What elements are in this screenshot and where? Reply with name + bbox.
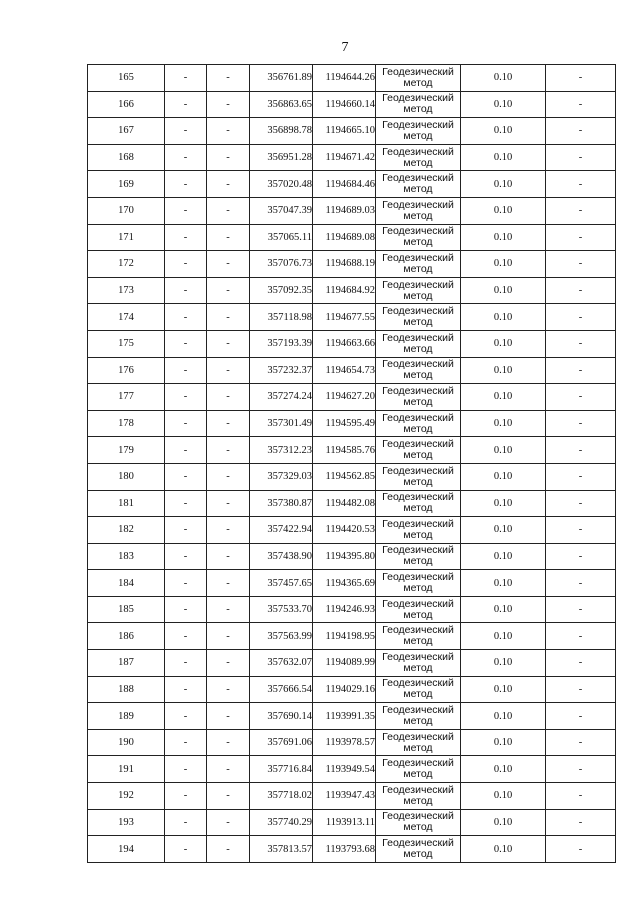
method-cell: Геодезический метод: [376, 543, 461, 570]
prev-x-cell: -: [165, 118, 207, 145]
x-coordinate-cell: 357438.90: [250, 543, 313, 570]
prev-x-cell: -: [165, 756, 207, 783]
x-coordinate-cell: 357076.73: [250, 251, 313, 278]
description-cell: -: [546, 836, 616, 863]
description-cell: -: [546, 91, 616, 118]
table-row: [88, 65, 616, 92]
description-cell: -: [546, 570, 616, 597]
method-cell: Геодезический метод: [376, 756, 461, 783]
point-number-cell: 166: [88, 91, 165, 118]
x-coordinate-cell: 357380.87: [250, 490, 313, 517]
prev-y-cell: -: [207, 118, 250, 145]
point-number-cell: 175: [88, 330, 165, 357]
description-cell: -: [546, 650, 616, 677]
x-coordinate-cell: 357274.24: [250, 384, 313, 411]
accuracy-cell: 0.10: [461, 224, 546, 251]
point-number-cell: 176: [88, 357, 165, 384]
prev-y-cell: -: [207, 410, 250, 437]
method-cell: Геодезический метод: [376, 490, 461, 517]
description-cell: -: [546, 410, 616, 437]
description-cell: -: [546, 251, 616, 278]
method-cell: Геодезический метод: [376, 783, 461, 810]
point-number-cell: 170: [88, 197, 165, 224]
accuracy-cell: 0.10: [461, 357, 546, 384]
prev-y-cell: -: [207, 224, 250, 251]
x-coordinate-cell: 356898.78: [250, 118, 313, 145]
method-cell: Геодезический метод: [376, 144, 461, 171]
description-cell: -: [546, 65, 616, 92]
x-coordinate-cell: 357329.03: [250, 463, 313, 490]
prev-x-cell: -: [165, 490, 207, 517]
prev-y-cell: -: [207, 543, 250, 570]
point-number-cell: 189: [88, 703, 165, 730]
point-number-cell: 174: [88, 304, 165, 331]
prev-y-cell: -: [207, 304, 250, 331]
y-coordinate-cell: 1194660.14: [313, 91, 376, 118]
accuracy-cell: 0.10: [461, 65, 546, 92]
y-coordinate-cell: 1194198.95: [313, 623, 376, 650]
x-coordinate-cell: 357193.39: [250, 330, 313, 357]
accuracy-cell: 0.10: [461, 570, 546, 597]
point-number-cell: 193: [88, 809, 165, 836]
table-row: [88, 783, 616, 810]
y-coordinate-cell: 1194482.08: [313, 490, 376, 517]
x-coordinate-cell: 357301.49: [250, 410, 313, 437]
y-coordinate-cell: 1194684.92: [313, 277, 376, 304]
method-cell: Геодезический метод: [376, 384, 461, 411]
point-number-cell: 184: [88, 570, 165, 597]
table-row: [88, 517, 616, 544]
table-row: [88, 809, 616, 836]
point-number-cell: 179: [88, 437, 165, 464]
x-coordinate-cell: 357065.11: [250, 224, 313, 251]
y-coordinate-cell: 1194395.80: [313, 543, 376, 570]
accuracy-cell: 0.10: [461, 410, 546, 437]
table-row: [88, 676, 616, 703]
x-coordinate-cell: 357047.39: [250, 197, 313, 224]
table-row: [88, 91, 616, 118]
prev-y-cell: -: [207, 384, 250, 411]
point-number-cell: 165: [88, 65, 165, 92]
accuracy-cell: 0.10: [461, 91, 546, 118]
description-cell: -: [546, 118, 616, 145]
prev-y-cell: -: [207, 570, 250, 597]
table-row: [88, 570, 616, 597]
point-number-cell: 171: [88, 224, 165, 251]
accuracy-cell: 0.10: [461, 783, 546, 810]
point-number-cell: 182: [88, 517, 165, 544]
table-row: [88, 650, 616, 677]
accuracy-cell: 0.10: [461, 543, 546, 570]
description-cell: -: [546, 357, 616, 384]
y-coordinate-cell: 1194029.16: [313, 676, 376, 703]
y-coordinate-cell: 1194420.53: [313, 517, 376, 544]
point-number-cell: 187: [88, 650, 165, 677]
table-row: [88, 251, 616, 278]
prev-y-cell: -: [207, 171, 250, 198]
table-row: [88, 357, 616, 384]
description-cell: -: [546, 171, 616, 198]
description-cell: -: [546, 596, 616, 623]
prev-x-cell: -: [165, 463, 207, 490]
x-coordinate-cell: 357666.54: [250, 676, 313, 703]
point-number-cell: 173: [88, 277, 165, 304]
method-cell: Геодезический метод: [376, 171, 461, 198]
accuracy-cell: 0.10: [461, 251, 546, 278]
accuracy-cell: 0.10: [461, 676, 546, 703]
method-cell: Геодезический метод: [376, 703, 461, 730]
method-cell: Геодезический метод: [376, 91, 461, 118]
accuracy-cell: 0.10: [461, 144, 546, 171]
description-cell: -: [546, 676, 616, 703]
x-coordinate-cell: 357092.35: [250, 277, 313, 304]
accuracy-cell: 0.10: [461, 330, 546, 357]
table-row: [88, 410, 616, 437]
table-row: [88, 729, 616, 756]
prev-x-cell: -: [165, 410, 207, 437]
point-number-cell: 168: [88, 144, 165, 171]
table-row: [88, 703, 616, 730]
y-coordinate-cell: 1194585.76: [313, 437, 376, 464]
point-number-cell: 191: [88, 756, 165, 783]
method-cell: Геодезический метод: [376, 437, 461, 464]
x-coordinate-cell: 356761.89: [250, 65, 313, 92]
table-row: [88, 144, 616, 171]
x-coordinate-cell: 357232.37: [250, 357, 313, 384]
point-number-cell: 190: [88, 729, 165, 756]
y-coordinate-cell: 1193991.35: [313, 703, 376, 730]
method-cell: Геодезический метод: [376, 224, 461, 251]
prev-y-cell: -: [207, 65, 250, 92]
prev-x-cell: -: [165, 437, 207, 464]
method-cell: Геодезический метод: [376, 729, 461, 756]
point-number-cell: 169: [88, 171, 165, 198]
description-cell: -: [546, 490, 616, 517]
point-number-cell: 194: [88, 836, 165, 863]
accuracy-cell: 0.10: [461, 197, 546, 224]
prev-y-cell: -: [207, 330, 250, 357]
method-cell: Геодезический метод: [376, 357, 461, 384]
table-row: [88, 197, 616, 224]
description-cell: -: [546, 623, 616, 650]
point-number-cell: 177: [88, 384, 165, 411]
x-coordinate-cell: 357563.99: [250, 623, 313, 650]
y-coordinate-cell: 1194677.55: [313, 304, 376, 331]
prev-x-cell: -: [165, 65, 207, 92]
description-cell: -: [546, 304, 616, 331]
method-cell: Геодезический метод: [376, 277, 461, 304]
method-cell: Геодезический метод: [376, 676, 461, 703]
prev-x-cell: -: [165, 703, 207, 730]
prev-x-cell: -: [165, 676, 207, 703]
y-coordinate-cell: 1194665.10: [313, 118, 376, 145]
coordinates-table: [87, 64, 616, 863]
x-coordinate-cell: 357718.02: [250, 783, 313, 810]
table-row: [88, 490, 616, 517]
x-coordinate-cell: 357813.57: [250, 836, 313, 863]
method-cell: Геодезический метод: [376, 304, 461, 331]
x-coordinate-cell: 357422.94: [250, 517, 313, 544]
point-number-cell: 172: [88, 251, 165, 278]
prev-y-cell: -: [207, 596, 250, 623]
x-coordinate-cell: 357020.48: [250, 171, 313, 198]
point-number-cell: 180: [88, 463, 165, 490]
point-number-cell: 186: [88, 623, 165, 650]
prev-x-cell: -: [165, 304, 207, 331]
prev-y-cell: -: [207, 756, 250, 783]
prev-x-cell: -: [165, 384, 207, 411]
prev-y-cell: -: [207, 144, 250, 171]
y-coordinate-cell: 1194684.46: [313, 171, 376, 198]
prev-y-cell: -: [207, 809, 250, 836]
table-row: [88, 543, 616, 570]
method-cell: Геодезический метод: [376, 836, 461, 863]
table-row: [88, 836, 616, 863]
accuracy-cell: 0.10: [461, 836, 546, 863]
y-coordinate-cell: 1194689.08: [313, 224, 376, 251]
prev-y-cell: -: [207, 463, 250, 490]
method-cell: Геодезический метод: [376, 596, 461, 623]
accuracy-cell: 0.10: [461, 756, 546, 783]
prev-x-cell: -: [165, 357, 207, 384]
y-coordinate-cell: 1194689.03: [313, 197, 376, 224]
description-cell: -: [546, 703, 616, 730]
prev-y-cell: -: [207, 836, 250, 863]
point-number-cell: 178: [88, 410, 165, 437]
prev-y-cell: -: [207, 197, 250, 224]
y-coordinate-cell: 1193793.68: [313, 836, 376, 863]
description-cell: -: [546, 330, 616, 357]
table-row: [88, 330, 616, 357]
prev-x-cell: -: [165, 91, 207, 118]
x-coordinate-cell: 356951.28: [250, 144, 313, 171]
y-coordinate-cell: 1194663.66: [313, 330, 376, 357]
prev-y-cell: -: [207, 783, 250, 810]
prev-y-cell: -: [207, 729, 250, 756]
accuracy-cell: 0.10: [461, 304, 546, 331]
accuracy-cell: 0.10: [461, 623, 546, 650]
y-coordinate-cell: 1194089.99: [313, 650, 376, 677]
accuracy-cell: 0.10: [461, 703, 546, 730]
description-cell: -: [546, 809, 616, 836]
accuracy-cell: 0.10: [461, 650, 546, 677]
prev-y-cell: -: [207, 650, 250, 677]
accuracy-cell: 0.10: [461, 384, 546, 411]
y-coordinate-cell: 1194562.85: [313, 463, 376, 490]
table-row: [88, 171, 616, 198]
description-cell: -: [546, 437, 616, 464]
table-row: [88, 437, 616, 464]
accuracy-cell: 0.10: [461, 118, 546, 145]
method-cell: Геодезический метод: [376, 251, 461, 278]
prev-x-cell: -: [165, 224, 207, 251]
prev-x-cell: -: [165, 543, 207, 570]
method-cell: Геодезический метод: [376, 809, 461, 836]
point-number-cell: 181: [88, 490, 165, 517]
x-coordinate-cell: 357690.14: [250, 703, 313, 730]
method-cell: Геодезический метод: [376, 650, 461, 677]
point-number-cell: 192: [88, 783, 165, 810]
point-number-cell: 185: [88, 596, 165, 623]
prev-x-cell: -: [165, 171, 207, 198]
prev-x-cell: -: [165, 783, 207, 810]
y-coordinate-cell: 1194654.73: [313, 357, 376, 384]
x-coordinate-cell: 357312.23: [250, 437, 313, 464]
prev-y-cell: -: [207, 251, 250, 278]
table-row: [88, 118, 616, 145]
accuracy-cell: 0.10: [461, 517, 546, 544]
prev-x-cell: -: [165, 570, 207, 597]
x-coordinate-cell: 356863.65: [250, 91, 313, 118]
method-cell: Геодезический метод: [376, 65, 461, 92]
x-coordinate-cell: 357533.70: [250, 596, 313, 623]
description-cell: -: [546, 224, 616, 251]
method-cell: Геодезический метод: [376, 118, 461, 145]
y-coordinate-cell: 1194671.42: [313, 144, 376, 171]
prev-y-cell: -: [207, 676, 250, 703]
y-coordinate-cell: 1193913.11: [313, 809, 376, 836]
method-cell: Геодезический метод: [376, 463, 461, 490]
description-cell: -: [546, 517, 616, 544]
method-cell: Геодезический метод: [376, 623, 461, 650]
prev-x-cell: -: [165, 596, 207, 623]
accuracy-cell: 0.10: [461, 463, 546, 490]
table-row: [88, 277, 616, 304]
point-number-cell: 183: [88, 543, 165, 570]
y-coordinate-cell: 1194644.26: [313, 65, 376, 92]
prev-x-cell: -: [165, 517, 207, 544]
table-row: [88, 463, 616, 490]
prev-x-cell: -: [165, 650, 207, 677]
table-row: [88, 623, 616, 650]
description-cell: -: [546, 384, 616, 411]
method-cell: Геодезический метод: [376, 517, 461, 544]
prev-y-cell: -: [207, 703, 250, 730]
x-coordinate-cell: 357716.84: [250, 756, 313, 783]
table-row: [88, 596, 616, 623]
description-cell: -: [546, 729, 616, 756]
x-coordinate-cell: 357691.06: [250, 729, 313, 756]
point-number-cell: 167: [88, 118, 165, 145]
description-cell: -: [546, 463, 616, 490]
table-row: [88, 224, 616, 251]
y-coordinate-cell: 1193978.57: [313, 729, 376, 756]
y-coordinate-cell: 1194595.49: [313, 410, 376, 437]
prev-x-cell: -: [165, 144, 207, 171]
y-coordinate-cell: 1194688.19: [313, 251, 376, 278]
y-coordinate-cell: 1194246.93: [313, 596, 376, 623]
prev-y-cell: -: [207, 437, 250, 464]
prev-y-cell: -: [207, 277, 250, 304]
description-cell: -: [546, 756, 616, 783]
prev-y-cell: -: [207, 91, 250, 118]
y-coordinate-cell: 1194627.20: [313, 384, 376, 411]
prev-x-cell: -: [165, 251, 207, 278]
point-number-cell: 188: [88, 676, 165, 703]
prev-x-cell: -: [165, 809, 207, 836]
accuracy-cell: 0.10: [461, 596, 546, 623]
prev-x-cell: -: [165, 623, 207, 650]
prev-y-cell: -: [207, 623, 250, 650]
description-cell: -: [546, 197, 616, 224]
method-cell: Геодезический метод: [376, 570, 461, 597]
x-coordinate-cell: 357740.29: [250, 809, 313, 836]
method-cell: Геодезический метод: [376, 410, 461, 437]
prev-y-cell: -: [207, 357, 250, 384]
description-cell: -: [546, 144, 616, 171]
description-cell: -: [546, 783, 616, 810]
prev-x-cell: -: [165, 277, 207, 304]
prev-x-cell: -: [165, 197, 207, 224]
table-row: [88, 756, 616, 783]
prev-y-cell: -: [207, 517, 250, 544]
page-number: 7: [341, 40, 349, 55]
x-coordinate-cell: 357457.65: [250, 570, 313, 597]
description-cell: -: [546, 277, 616, 304]
prev-x-cell: -: [165, 330, 207, 357]
y-coordinate-cell: 1194365.69: [313, 570, 376, 597]
x-coordinate-cell: 357118.98: [250, 304, 313, 331]
method-cell: Геодезический метод: [376, 330, 461, 357]
prev-x-cell: -: [165, 729, 207, 756]
accuracy-cell: 0.10: [461, 809, 546, 836]
accuracy-cell: 0.10: [461, 277, 546, 304]
y-coordinate-cell: 1193947.43: [313, 783, 376, 810]
accuracy-cell: 0.10: [461, 171, 546, 198]
table-row: [88, 304, 616, 331]
x-coordinate-cell: 357632.07: [250, 650, 313, 677]
accuracy-cell: 0.10: [461, 437, 546, 464]
accuracy-cell: 0.10: [461, 490, 546, 517]
y-coordinate-cell: 1193949.54: [313, 756, 376, 783]
description-cell: -: [546, 543, 616, 570]
prev-y-cell: -: [207, 490, 250, 517]
method-cell: Геодезический метод: [376, 197, 461, 224]
table-row: [88, 384, 616, 411]
prev-x-cell: -: [165, 836, 207, 863]
accuracy-cell: 0.10: [461, 729, 546, 756]
